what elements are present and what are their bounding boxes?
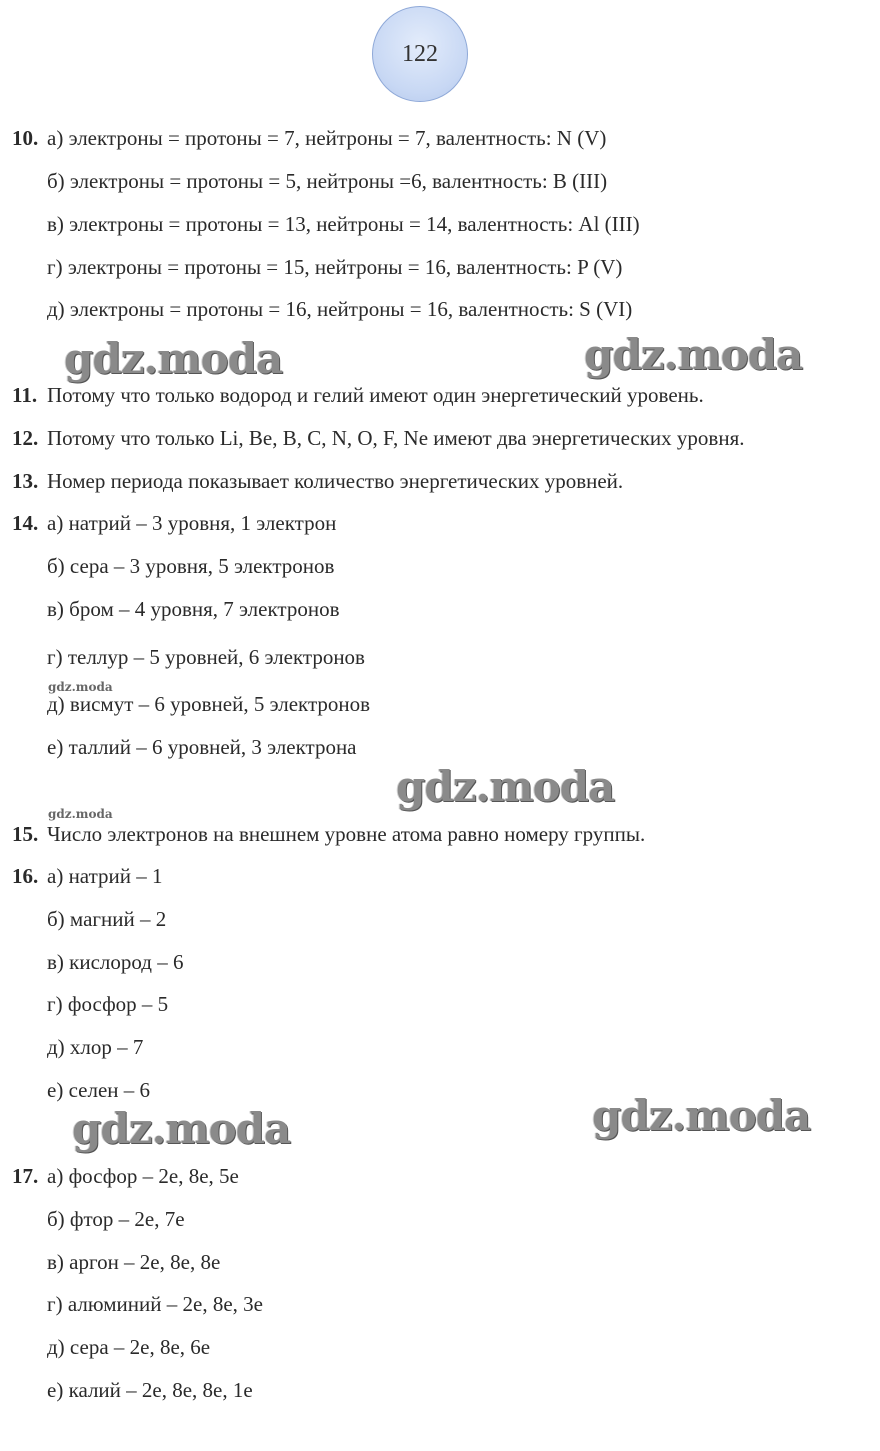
- answer-line: в) электроны = протоны = 13, нейтроны = 14, валентность: Al (III): [47, 212, 640, 236]
- answer-number: 11.: [12, 383, 38, 407]
- answer-line: в) кислород – 6: [47, 950, 184, 974]
- answer-line: б) электроны = протоны = 5, нейтроны =6, валентность: B (III): [47, 169, 608, 193]
- answer-line: д) электроны = протоны = 16, нейтроны = 16, валентность: S (VI): [47, 297, 633, 321]
- answer-line: д) висмут – 6 уровней, 5 электронов: [47, 692, 371, 716]
- page-number-badge: [372, 6, 468, 102]
- answer-text: Потому что только Li, Be, B, C, N, O, F, Ne имеют два энергетических уровня.: [47, 426, 745, 450]
- page-number: 122: [402, 40, 438, 67]
- answer-number: 10.: [12, 126, 39, 150]
- answer-line: е) таллий – 6 уровней, 3 электрона: [47, 735, 357, 759]
- answer-number: 17.: [12, 1164, 39, 1188]
- answer-line: в) аргон – 2е, 8е, 8е: [47, 1250, 221, 1274]
- watermark: gdz.moda: [72, 1104, 291, 1153]
- answer-line: д) хлор – 7: [47, 1035, 144, 1059]
- watermark: gdz.moda: [64, 334, 283, 383]
- answer-line: б) сера – 3 уровня, 5 электронов: [47, 554, 335, 578]
- answer-text: Потому что только водород и гелий имеют один энергетический уровень.: [47, 383, 704, 407]
- watermark: gdz.moda: [592, 1091, 811, 1140]
- answer-line: б) фтор – 2е, 7е: [47, 1207, 185, 1231]
- answer-line: д) сера – 2е, 8е, 6е: [47, 1335, 211, 1359]
- answer-line: г) алюминий – 2е, 8е, 3е: [47, 1292, 263, 1316]
- answer-number: 15.: [12, 822, 39, 846]
- answer-line: а) натрий – 3 уровня, 1 электрон: [47, 511, 337, 535]
- answer-number: 13.: [12, 469, 39, 493]
- answer-line: а) натрий – 1: [47, 864, 163, 888]
- answer-line: б) магний – 2: [47, 907, 167, 931]
- answer-text: Номер периода показывает количество энергетических уровней.: [47, 469, 624, 493]
- watermark-small: gdz.moda: [48, 807, 113, 821]
- answer-line: г) теллур – 5 уровней, 6 электронов: [47, 645, 365, 669]
- answer-number: 12.: [12, 426, 39, 450]
- watermark-small: gdz.moda: [48, 680, 113, 694]
- answer-line: в) бром – 4 уровня, 7 электронов: [47, 597, 340, 621]
- answer-line: е) селен – 6: [47, 1078, 151, 1102]
- answer-line: а) электроны = протоны = 7, нейтроны = 7, валентность: N (V): [47, 126, 607, 150]
- answer-text: Число электронов на внешнем уровне атома равно номеру группы.: [47, 822, 646, 846]
- watermark: gdz.moda: [396, 762, 615, 811]
- answer-line: е) калий – 2е, 8е, 8е, 1е: [47, 1378, 253, 1402]
- answer-line: а) фосфор – 2е, 8е, 5е: [47, 1164, 239, 1188]
- answer-number: 16.: [12, 864, 39, 888]
- watermark: gdz.moda: [584, 330, 803, 379]
- answer-line: г) фосфор – 5: [47, 992, 169, 1016]
- answer-number: 14.: [12, 511, 39, 535]
- answer-line: г) электроны = протоны = 15, нейтроны = 16, валентность: P (V): [47, 255, 623, 279]
